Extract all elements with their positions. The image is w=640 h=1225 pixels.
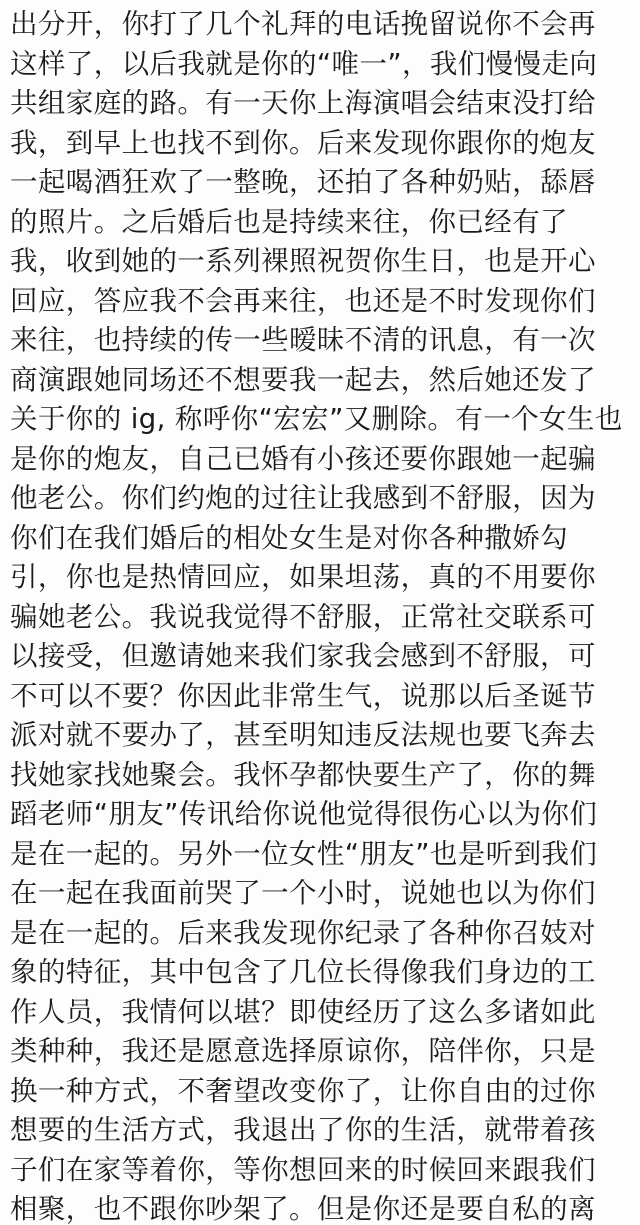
text-line: 不可以不要？你因此非常生气，说那以后圣诞节 [10, 680, 596, 712]
text-line: 换一种方式，不奢望改变你了，让你自由的过你 [10, 1075, 596, 1107]
text-line: 一起喝酒狂欢了一整晚，还拍了各种奶贴，舔唇 [10, 166, 596, 198]
text-line: 作人员，我情何以堪？即使经历了这么多诸如此 [10, 996, 596, 1028]
text-line: 我，收到她的一系列裸照祝贺你生日，也是开心 [10, 245, 596, 277]
text-line: 是在一起的。另外一位女性“朋友”也是听到我们 [10, 838, 598, 870]
text-line: 以接受，但邀请她来我们家我会感到不舒服，可 [10, 640, 596, 672]
text-line: 他老公。你们约炮的过往让我感到不舒服，因为 [10, 482, 596, 514]
text-line: 想要的生活方式，我退出了你的生活，就带着孩 [10, 1114, 596, 1146]
text-line: 我，到早上也找不到你。后来发现你跟你的炮友 [10, 127, 596, 159]
text-line: 象的特征，其中包含了几位长得像我们身边的工 [10, 956, 596, 988]
text-line: 共组家庭的路。有一天你上海演唱会结束没打给 [10, 87, 596, 119]
text-line: 找她家找她聚会。我怀孕都快要生产了，你的舞 [10, 759, 596, 791]
text-line: 在一起在我面前哭了一个小时，说她也以为你们 [10, 877, 596, 909]
text-line: 相聚，也不跟你吵架了。但是你还是要自私的离 [10, 1193, 596, 1225]
text-line: 出分开，你打了几个礼拜的电话挽留说你不会再 [10, 8, 596, 40]
text-line: 你们在我们婚后的相处女生是对你各种撒娇勾 [10, 522, 568, 554]
text-line: 骗她老公。我说我觉得不舒服，正常社交联系可 [10, 601, 596, 633]
text-line: 来往，也持续的传一些暧昧不清的讯息，有一次 [10, 324, 596, 356]
text-line: 引，你也是热情回应，如果坦荡，真的不用要你 [10, 561, 596, 593]
text-line: 派对就不要办了，甚至明知违反法规也要飞奔去 [10, 719, 596, 751]
text-line: 商演跟她同场还不想要我一起去，然后她还发了 [10, 364, 596, 396]
text-line: 是在一起的。后来我发现你纪录了各种你召妓对 [10, 917, 596, 949]
text-line: 子们在家等着你，等你想回来的时候回来跟我们 [10, 1154, 596, 1186]
text-line: 蹈老师“朋友”传讯给你说他觉得很伤心以为你们 [10, 798, 598, 830]
text-line: 回应，答应我不会再来往，也还是不时发现你们 [10, 285, 596, 317]
text-line: 是你的炮友，自己已婚有小孩还要你跟她一起骗 [10, 443, 596, 475]
text-line: 这样了，以后我就是你的“唯一”，我们慢慢走向 [10, 48, 598, 80]
text-line: 的照片。之后婚后也是持续来往，你已经有了 [10, 206, 568, 238]
text-line: 关于你的 ig, 称呼你“宏宏”又删除。有一个女生也 [10, 403, 623, 435]
text-line: 类种种，我还是愿意选择原谅你，陪伴你，只是 [10, 1035, 596, 1067]
